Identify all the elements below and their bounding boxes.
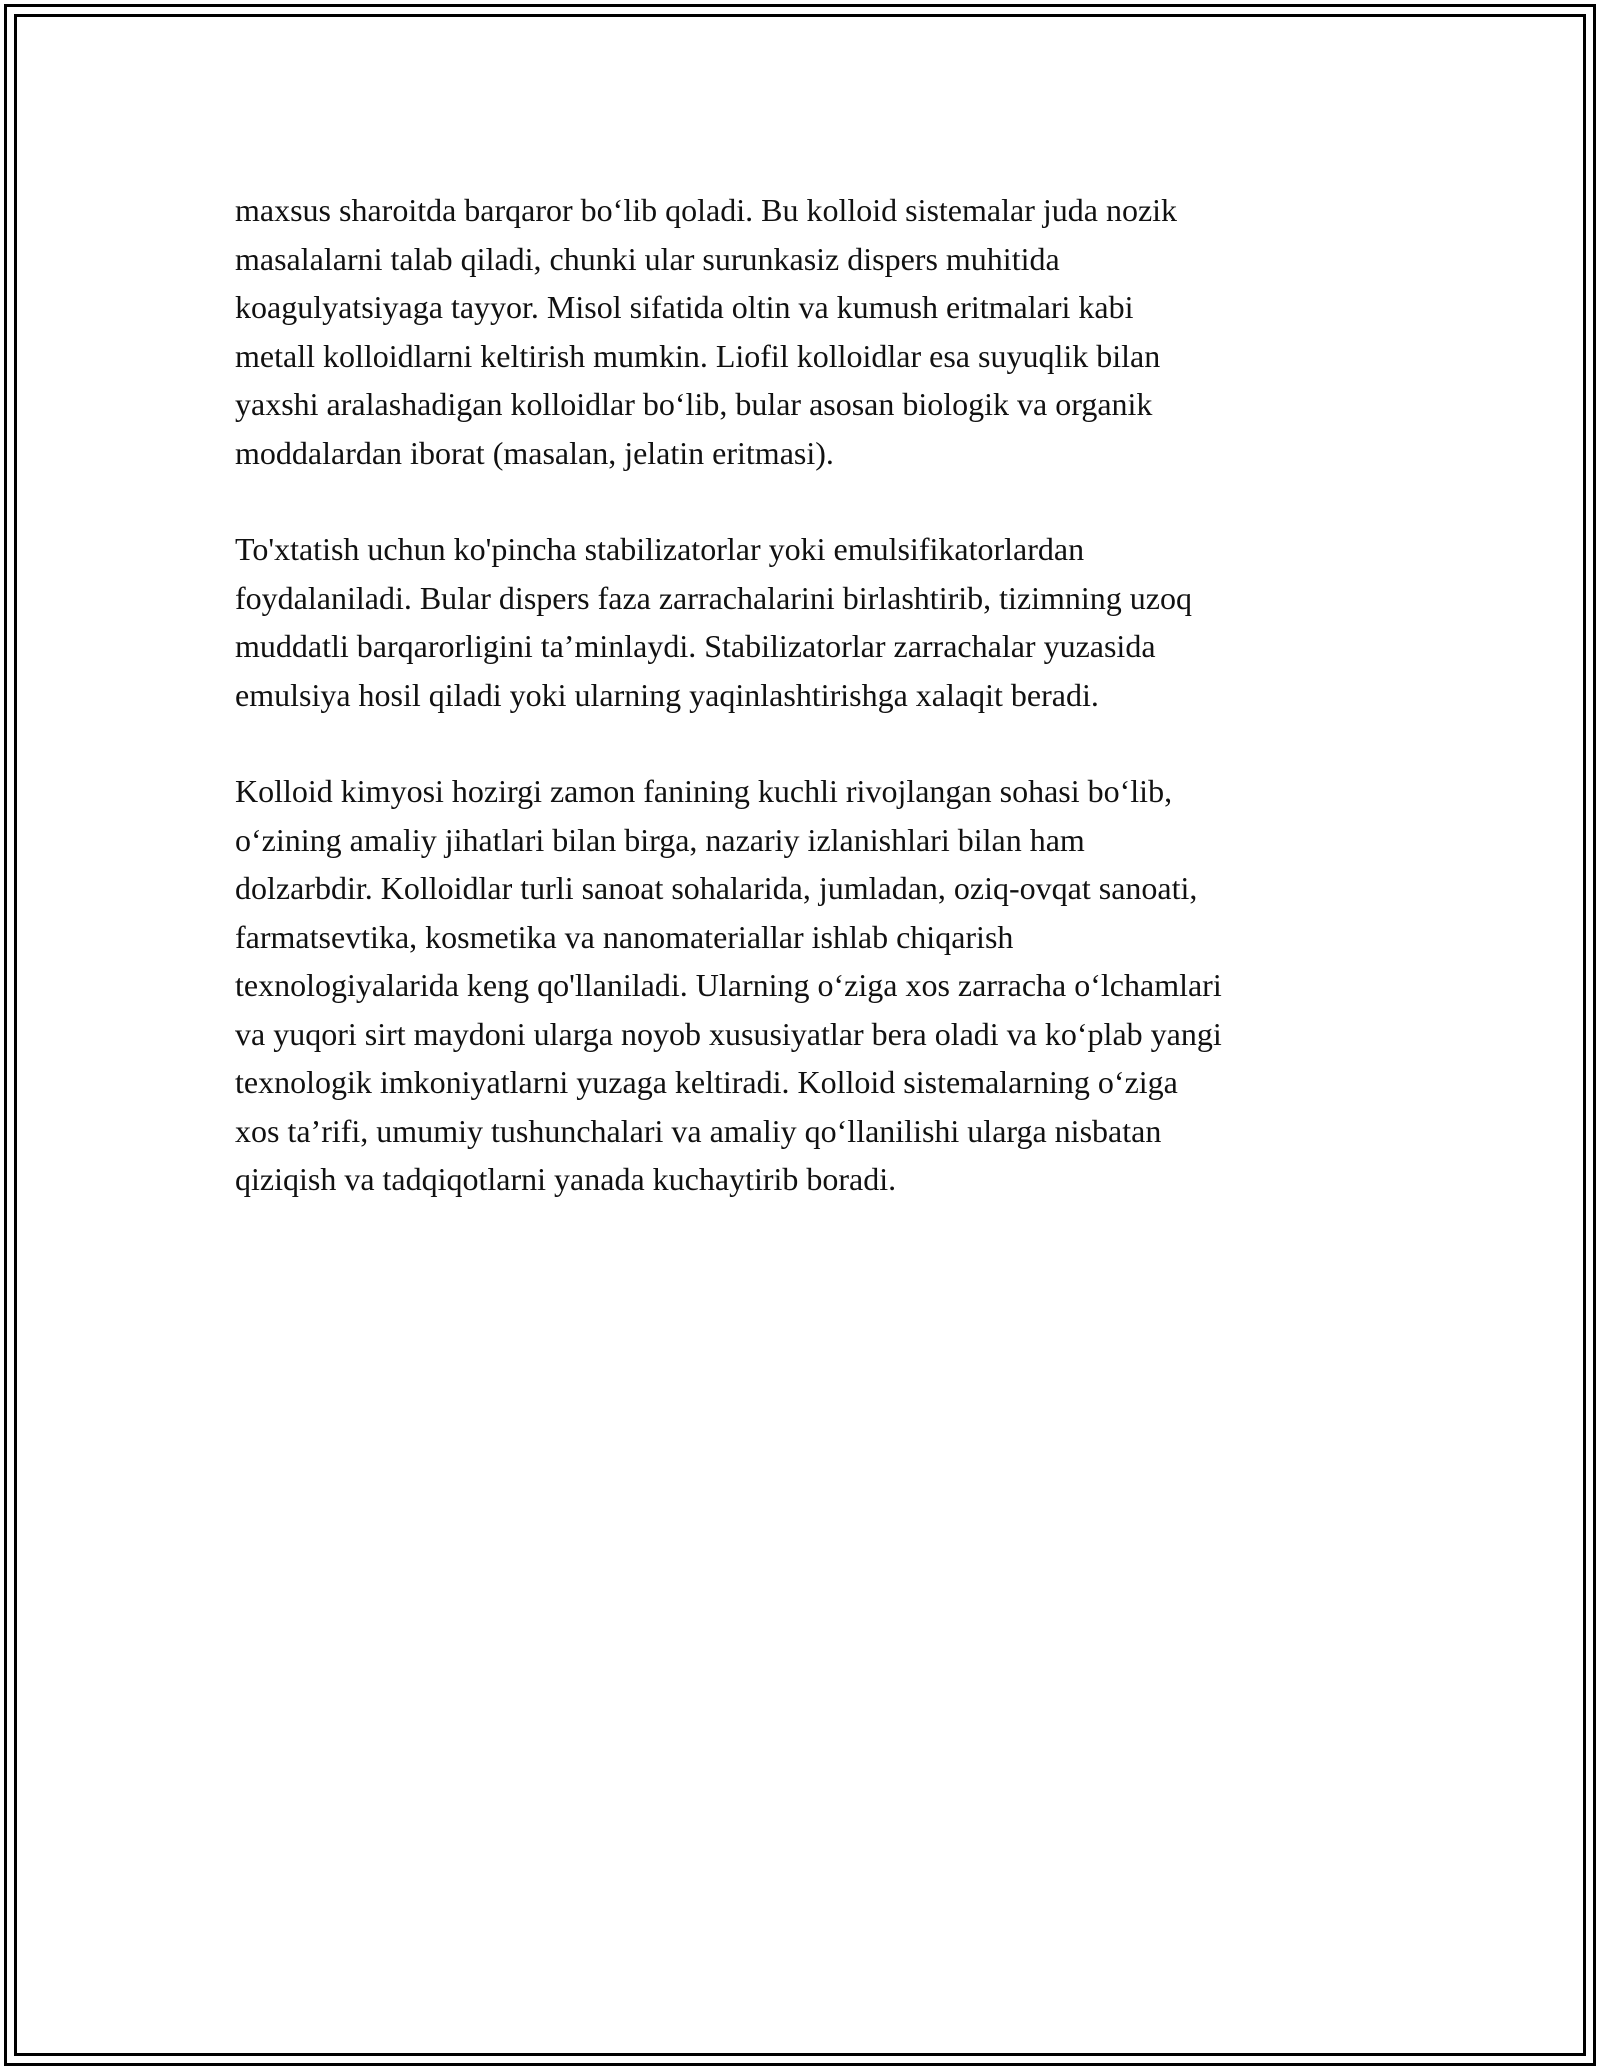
paragraph-line: koagulyatsiyaga tayyor. Misol sifatida oltin va kumush eritmalari kabi — [235, 289, 1134, 325]
paragraph-line: qiziqish va tadqiqotlarni yanada kuchaytirib boradi. — [235, 1161, 897, 1197]
paragraph-line: Kolloid kimyosi hozirgi zamon fanining kuchli rivojlangan sohasi boʻlib, — [235, 773, 1173, 809]
paragraph-1 — [235, 186, 1395, 477]
paragraph-line: muddatli barqarorligini ta’minlaydi. Stabilizatorlar zarrachalar yuzasida — [235, 628, 1156, 664]
paragraph-line: emulsiya hosil qiladi yoki ularning yaqinlashtirishga xalaqit beradi. — [235, 676, 1099, 713]
paragraph-line: xos ta’rifi, umumiy tushunchalari va amaliy qoʻllanilishi ularga nisbatan — [235, 1112, 1162, 1149]
paragraph-line: metall kolloidlarni keltirish mumkin. Liofil kolloidlar esa suyuqlik bilan — [235, 337, 1161, 374]
document-body — [235, 186, 1395, 1252]
paragraph-line: To'xtatish uchun ko'pincha stabilizatorlar yoki emulsifikatorlardan — [235, 531, 1085, 567]
paragraph-line: masalalarni talab qiladi, chunki ular surunkasiz dispers muhitida — [235, 240, 1060, 277]
paragraph-2 — [235, 525, 1395, 719]
paragraph-line: foydalaniladi. Bular dispers faza zarrachalarini birlashtirib, tizimning uzoq — [235, 579, 1192, 616]
paragraph-3 — [235, 767, 1395, 1204]
paragraph-line: texnologik imkoniyatlarni yuzaga keltiradi. Kolloid sistemalarning oʻziga — [235, 1064, 1178, 1100]
paragraph-line: farmatsevtika, kosmetika va nanomateriallar ishlab chiqarish — [235, 918, 1014, 955]
paragraph-line: oʻzining amaliy jihatlari bilan birga, nazariy izlanishlari bilan ham — [235, 821, 1085, 858]
paragraph-line: yaxshi aralashadigan kolloidlar boʻlib, bular asosan biologik va organik — [235, 386, 1153, 422]
paragraph-line: va yuqori sirt maydoni ularga noyob xususiyatlar bera oladi va koʻplab yangi — [235, 1015, 1222, 1052]
paragraph-line: texnologiyalarida keng qo'llaniladi. Ularning oʻziga xos zarracha oʻlchamlari — [235, 967, 1222, 1003]
paragraph-line: moddalardan iborat (masalan, jelatin eritmasi). — [235, 434, 834, 471]
paragraph-line: maxsus sharoitda barqaror boʻlib qoladi. Bu kolloid sistemalar juda nozik — [235, 192, 1178, 228]
paragraph-line: dolzarbdir. Kolloidlar turli sanoat sohalarida, jumladan, oziq-ovqat sanoati, — [235, 870, 1198, 906]
